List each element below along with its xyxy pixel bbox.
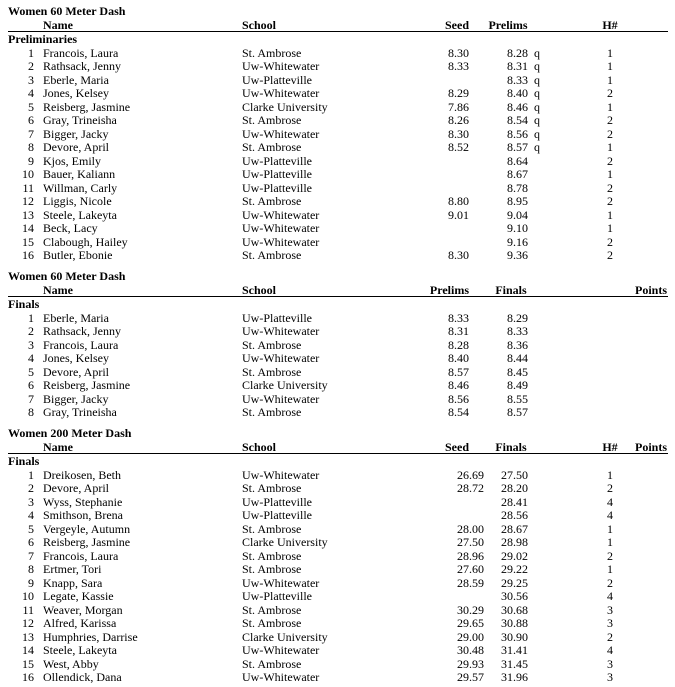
seed-time: 8.26 [448, 113, 469, 127]
seed-time: 29.00 [457, 629, 484, 644]
heat-number: 2 [607, 126, 613, 141]
column-header-school: School [242, 17, 277, 32]
final-time: 29.25 [501, 575, 528, 590]
heat-number: 2 [607, 180, 613, 195]
school-name: Clarke University [242, 629, 328, 644]
school-name: St. Ambrose [242, 248, 302, 262]
place: 7 [28, 391, 34, 406]
heat-number: 4 [607, 508, 613, 522]
column-header-heat: H# [602, 439, 618, 454]
heat-number: 2 [607, 234, 613, 249]
seed-time: 8.80 [448, 194, 469, 208]
place: 4 [28, 508, 34, 522]
heat-number: 1 [607, 167, 613, 181]
school-name: St. Ambrose [242, 113, 302, 127]
seed-time: 26.69 [457, 467, 484, 482]
prelim-time: 8.54 [448, 405, 469, 419]
heat-number: 4 [607, 643, 613, 657]
final-time: 8.49 [507, 378, 528, 392]
school-name: St. Ambrose [242, 548, 302, 563]
prelim-time: 8.28 [507, 45, 528, 60]
place: 14 [22, 221, 34, 235]
athlete-name: Gray, Trineisha [43, 405, 117, 419]
final-time: 28.41 [501, 494, 528, 509]
place: 8 [28, 562, 34, 576]
seed-time: 27.50 [457, 535, 484, 549]
athlete-name: Bauer, Kaliann [43, 167, 116, 181]
place: 5 [28, 521, 34, 536]
prelim-time: 8.46 [507, 99, 528, 114]
qualifier-mark: q [534, 59, 540, 73]
qualifier-mark: q [534, 72, 540, 87]
prelim-time: 8.33 [507, 72, 528, 87]
prelim-time: 9.10 [507, 221, 528, 235]
heat-number: 3 [607, 656, 613, 671]
school-name: Uw-Platteville [242, 153, 312, 168]
heat-number: 1 [607, 140, 613, 154]
school-name: St. Ambrose [242, 364, 302, 379]
place: 8 [28, 405, 34, 419]
seed-time: 30.48 [457, 643, 484, 657]
final-time: 28.20 [501, 481, 528, 495]
round-label: Preliminaries [8, 32, 78, 46]
athlete-name: Butler, Ebonie [43, 248, 113, 262]
heat-number: 1 [607, 99, 613, 114]
heat-number: 2 [607, 629, 613, 644]
seed-time: 30.29 [457, 602, 484, 617]
qualifier-mark: q [534, 99, 540, 114]
final-time: 30.56 [501, 589, 528, 603]
final-time: 30.88 [501, 616, 528, 630]
seed-time: 28.00 [457, 521, 484, 536]
school-name: Uw-Platteville [242, 72, 312, 87]
final-time: 30.90 [501, 629, 528, 644]
prelim-time: 9.36 [507, 248, 528, 262]
school-name: St. Ambrose [242, 337, 302, 352]
athlete-name: Gray, Trineisha [43, 113, 117, 127]
place: 4 [28, 86, 34, 100]
place: 3 [28, 72, 34, 87]
school-name: St. Ambrose [242, 194, 302, 208]
athlete-name: Francois, Laura [43, 337, 119, 352]
school-name: Uw-Whitewater [242, 351, 320, 365]
athlete-name: Smithson, Brena [43, 508, 123, 522]
school-name: Uw-Whitewater [242, 207, 320, 222]
place: 13 [22, 629, 34, 644]
prelim-time: 8.57 [507, 140, 528, 154]
athlete-name: Bigger, Jacky [43, 126, 109, 141]
school-name: Uw-Whitewater [242, 575, 320, 590]
heat-number: 1 [607, 562, 613, 576]
place: 2 [28, 59, 34, 73]
school-name: Uw-Whitewater [242, 324, 320, 338]
athlete-name: Jones, Kelsey [43, 86, 109, 100]
final-time: 8.29 [507, 310, 528, 325]
place: 4 [28, 351, 34, 365]
divider [8, 296, 668, 297]
school-name: St. Ambrose [242, 481, 302, 495]
prelim-time: 9.04 [507, 207, 528, 222]
place: 2 [28, 324, 34, 338]
seed-time: 8.29 [448, 86, 469, 100]
place: 12 [22, 194, 34, 208]
event-title: Women 60 Meter Dash [8, 4, 126, 18]
final-time: 8.36 [507, 337, 528, 352]
heat-number: 1 [607, 207, 613, 222]
prelim-time: 8.33 [448, 310, 469, 325]
qualifier-mark: q [534, 45, 540, 60]
place: 2 [28, 481, 34, 495]
school-name: Uw-Platteville [242, 494, 312, 509]
athlete-name: Alfred, Karissa [43, 616, 117, 630]
athlete-name: Reisberg, Jasmine [43, 99, 131, 114]
place: 15 [22, 234, 34, 249]
heat-number: 1 [607, 521, 613, 536]
prelim-time: 8.67 [507, 167, 528, 181]
final-time: 29.02 [501, 548, 528, 563]
seed-time: 28.72 [457, 481, 484, 495]
prelim-time: 8.64 [507, 153, 528, 168]
prelim-time: 8.56 [507, 126, 528, 141]
school-name: Clarke University [242, 378, 328, 392]
prelim-time: 8.46 [448, 378, 469, 392]
place: 1 [28, 310, 34, 325]
seed-time: 8.30 [448, 126, 469, 141]
school-name: Uw-Whitewater [242, 86, 320, 100]
heat-number: 1 [607, 535, 613, 549]
heat-number: 2 [607, 153, 613, 168]
column-header-prelims: Prelims [429, 282, 469, 297]
final-time: 31.41 [501, 643, 528, 657]
prelim-time: 8.54 [507, 113, 528, 127]
place: 16 [22, 670, 34, 684]
place: 10 [22, 167, 34, 181]
athlete-name: Francois, Laura [43, 548, 119, 563]
athlete-name: Ollendick, Dana [43, 670, 122, 684]
school-name: Uw-Whitewater [242, 391, 320, 406]
place: 16 [22, 248, 34, 262]
prelim-time: 8.31 [507, 59, 528, 73]
athlete-name: Beck, Lacy [43, 221, 98, 235]
heat-number: 3 [607, 616, 613, 630]
heat-number: 2 [607, 548, 613, 563]
athlete-name: Devore, April [43, 364, 109, 379]
place: 6 [28, 535, 34, 549]
athlete-name: Eberle, Maria [43, 310, 109, 325]
prelim-time: 8.95 [507, 194, 528, 208]
column-header-finals: Finals [495, 439, 527, 454]
heat-number: 2 [607, 481, 613, 495]
prelim-time: 8.56 [448, 391, 469, 406]
school-name: Uw-Platteville [242, 180, 312, 195]
qualifier-mark: q [534, 140, 540, 154]
final-time: 28.67 [501, 521, 528, 536]
athlete-name: Humphries, Darrise [43, 629, 138, 644]
final-time: 29.22 [501, 562, 528, 576]
athlete-name: Devore, April [43, 140, 109, 154]
place: 14 [22, 643, 34, 657]
seed-time: 27.60 [457, 562, 484, 576]
place: 6 [28, 113, 34, 127]
column-header-school: School [242, 439, 277, 454]
school-name: St. Ambrose [242, 140, 302, 154]
athlete-name: Liggis, Nicole [43, 194, 112, 208]
place: 11 [22, 180, 34, 195]
athlete-name: Steele, Lakeyta [43, 643, 117, 657]
final-time: 31.45 [501, 656, 528, 671]
final-time: 28.98 [501, 535, 528, 549]
final-time: 27.50 [501, 467, 528, 482]
athlete-name: Steele, Lakeyta [43, 207, 117, 222]
final-time: 28.56 [501, 508, 528, 522]
school-name: Clarke University [242, 99, 328, 114]
school-name: Uw-Whitewater [242, 467, 320, 482]
column-header-seed: Seed [445, 439, 469, 454]
heat-number: 2 [607, 575, 613, 590]
seed-time: 29.93 [457, 656, 484, 671]
place: 3 [28, 494, 34, 509]
place: 9 [28, 575, 34, 590]
final-time: 30.68 [501, 602, 528, 617]
place: 6 [28, 378, 34, 392]
school-name: Uw-Whitewater [242, 670, 320, 684]
school-name: Uw-Platteville [242, 310, 312, 325]
school-name: St. Ambrose [242, 562, 302, 576]
round-label: Finals [8, 297, 40, 311]
heat-number: 3 [607, 670, 613, 684]
school-name: Uw-Whitewater [242, 234, 320, 249]
school-name: St. Ambrose [242, 602, 302, 617]
athlete-name: Rathsack, Jenny [43, 324, 121, 338]
school-name: St. Ambrose [242, 616, 302, 630]
heat-number: 1 [607, 45, 613, 60]
heat-number: 2 [607, 86, 613, 100]
column-header-seed: Seed [445, 17, 469, 32]
heat-number: 1 [607, 221, 613, 235]
athlete-name: Vergeyle, Autumn [43, 521, 131, 536]
round-label: Finals [8, 454, 40, 468]
athlete-name: Clabough, Hailey [43, 234, 128, 249]
heat-number: 4 [607, 589, 613, 603]
school-name: St. Ambrose [242, 521, 302, 536]
qualifier-mark: q [534, 113, 540, 127]
heat-number: 3 [607, 602, 613, 617]
athlete-name: Bigger, Jacky [43, 391, 109, 406]
prelim-time: 8.40 [507, 86, 528, 100]
column-header-heat: H# [602, 17, 618, 32]
place: 7 [28, 126, 34, 141]
prelim-time: 8.78 [507, 180, 528, 195]
athlete-name: Reisberg, Jasmine [43, 535, 131, 549]
prelim-time: 8.28 [448, 337, 469, 352]
heat-number: 4 [607, 494, 613, 509]
place: 5 [28, 99, 34, 114]
athlete-name: Eberle, Maria [43, 72, 109, 87]
final-time: 8.45 [507, 364, 528, 379]
school-name: Uw-Platteville [242, 589, 312, 603]
school-name: Uw-Platteville [242, 508, 312, 522]
school-name: Uw-Platteville [242, 167, 312, 181]
qualifier-mark: q [534, 86, 540, 100]
final-time: 8.44 [507, 351, 528, 365]
final-time: 31.96 [501, 670, 528, 684]
athlete-name: Knapp, Sara [43, 575, 103, 590]
place: 11 [22, 602, 34, 617]
school-name: Clarke University [242, 535, 328, 549]
prelim-time: 8.57 [448, 364, 469, 379]
athlete-name: West, Abby [43, 656, 99, 671]
athlete-name: Jones, Kelsey [43, 351, 109, 365]
column-header-points: Points [634, 439, 667, 454]
place: 3 [28, 337, 34, 352]
seed-time: 28.59 [457, 575, 484, 590]
seed-time: 8.52 [448, 140, 469, 154]
athlete-name: Willman, Carly [43, 180, 118, 195]
heat-number: 2 [607, 113, 613, 127]
school-name: St. Ambrose [242, 405, 302, 419]
column-header-points: Points [634, 282, 667, 297]
column-header-name: Name [43, 282, 73, 297]
event-title: Women 60 Meter Dash [8, 269, 126, 283]
school-name: Uw-Whitewater [242, 126, 320, 141]
athlete-name: Reisberg, Jasmine [43, 378, 131, 392]
final-time: 8.57 [507, 405, 528, 419]
athlete-name: Legate, Kassie [43, 589, 114, 603]
event-title: Women 200 Meter Dash [8, 426, 132, 440]
seed-time: 28.96 [457, 548, 484, 563]
athlete-name: Weaver, Morgan [43, 602, 123, 617]
place: 8 [28, 140, 34, 154]
athlete-name: Rathsack, Jenny [43, 59, 121, 73]
seed-time: 7.86 [448, 99, 469, 114]
final-time: 8.33 [507, 324, 528, 338]
prelim-time: 9.16 [507, 234, 528, 249]
column-header-name: Name [43, 439, 73, 454]
heat-number: 1 [607, 59, 613, 73]
heat-number: 1 [607, 72, 613, 87]
divider [8, 453, 668, 454]
school-name: St. Ambrose [242, 45, 302, 60]
heat-number: 1 [607, 467, 613, 482]
seed-time: 29.65 [457, 616, 484, 630]
place: 15 [22, 656, 34, 671]
heat-number: 2 [607, 248, 613, 262]
athlete-name: Francois, Laura [43, 45, 119, 60]
place: 1 [28, 45, 34, 60]
seed-time: 8.33 [448, 59, 469, 73]
column-header-school: School [242, 282, 277, 297]
school-name: St. Ambrose [242, 656, 302, 671]
athlete-name: Ertmer, Tori [43, 562, 102, 576]
divider [8, 31, 668, 32]
prelim-time: 8.40 [448, 351, 469, 365]
athlete-name: Kjos, Emily [43, 153, 102, 168]
athlete-name: Devore, April [43, 481, 109, 495]
place: 1 [28, 467, 34, 482]
column-header-prelims: Prelims [488, 17, 528, 32]
seed-time: 9.01 [448, 207, 469, 222]
place: 13 [22, 207, 34, 222]
heat-number: 2 [607, 194, 613, 208]
place: 9 [28, 153, 34, 168]
column-header-finals: Finals [495, 282, 527, 297]
column-header-name: Name [43, 17, 73, 32]
final-time: 8.55 [507, 391, 528, 406]
qualifier-mark: q [534, 126, 540, 141]
school-name: Uw-Whitewater [242, 221, 320, 235]
school-name: Uw-Whitewater [242, 643, 320, 657]
athlete-name: Wyss, Stephanie [43, 494, 123, 509]
seed-time: 29.57 [457, 670, 484, 684]
place: 7 [28, 548, 34, 563]
place: 12 [22, 616, 34, 630]
seed-time: 8.30 [448, 248, 469, 262]
place: 5 [28, 364, 34, 379]
athlete-name: Dreikosen, Beth [43, 467, 121, 482]
place: 10 [22, 589, 34, 603]
seed-time: 8.30 [448, 45, 469, 60]
school-name: Uw-Whitewater [242, 59, 320, 73]
prelim-time: 8.31 [448, 324, 469, 338]
